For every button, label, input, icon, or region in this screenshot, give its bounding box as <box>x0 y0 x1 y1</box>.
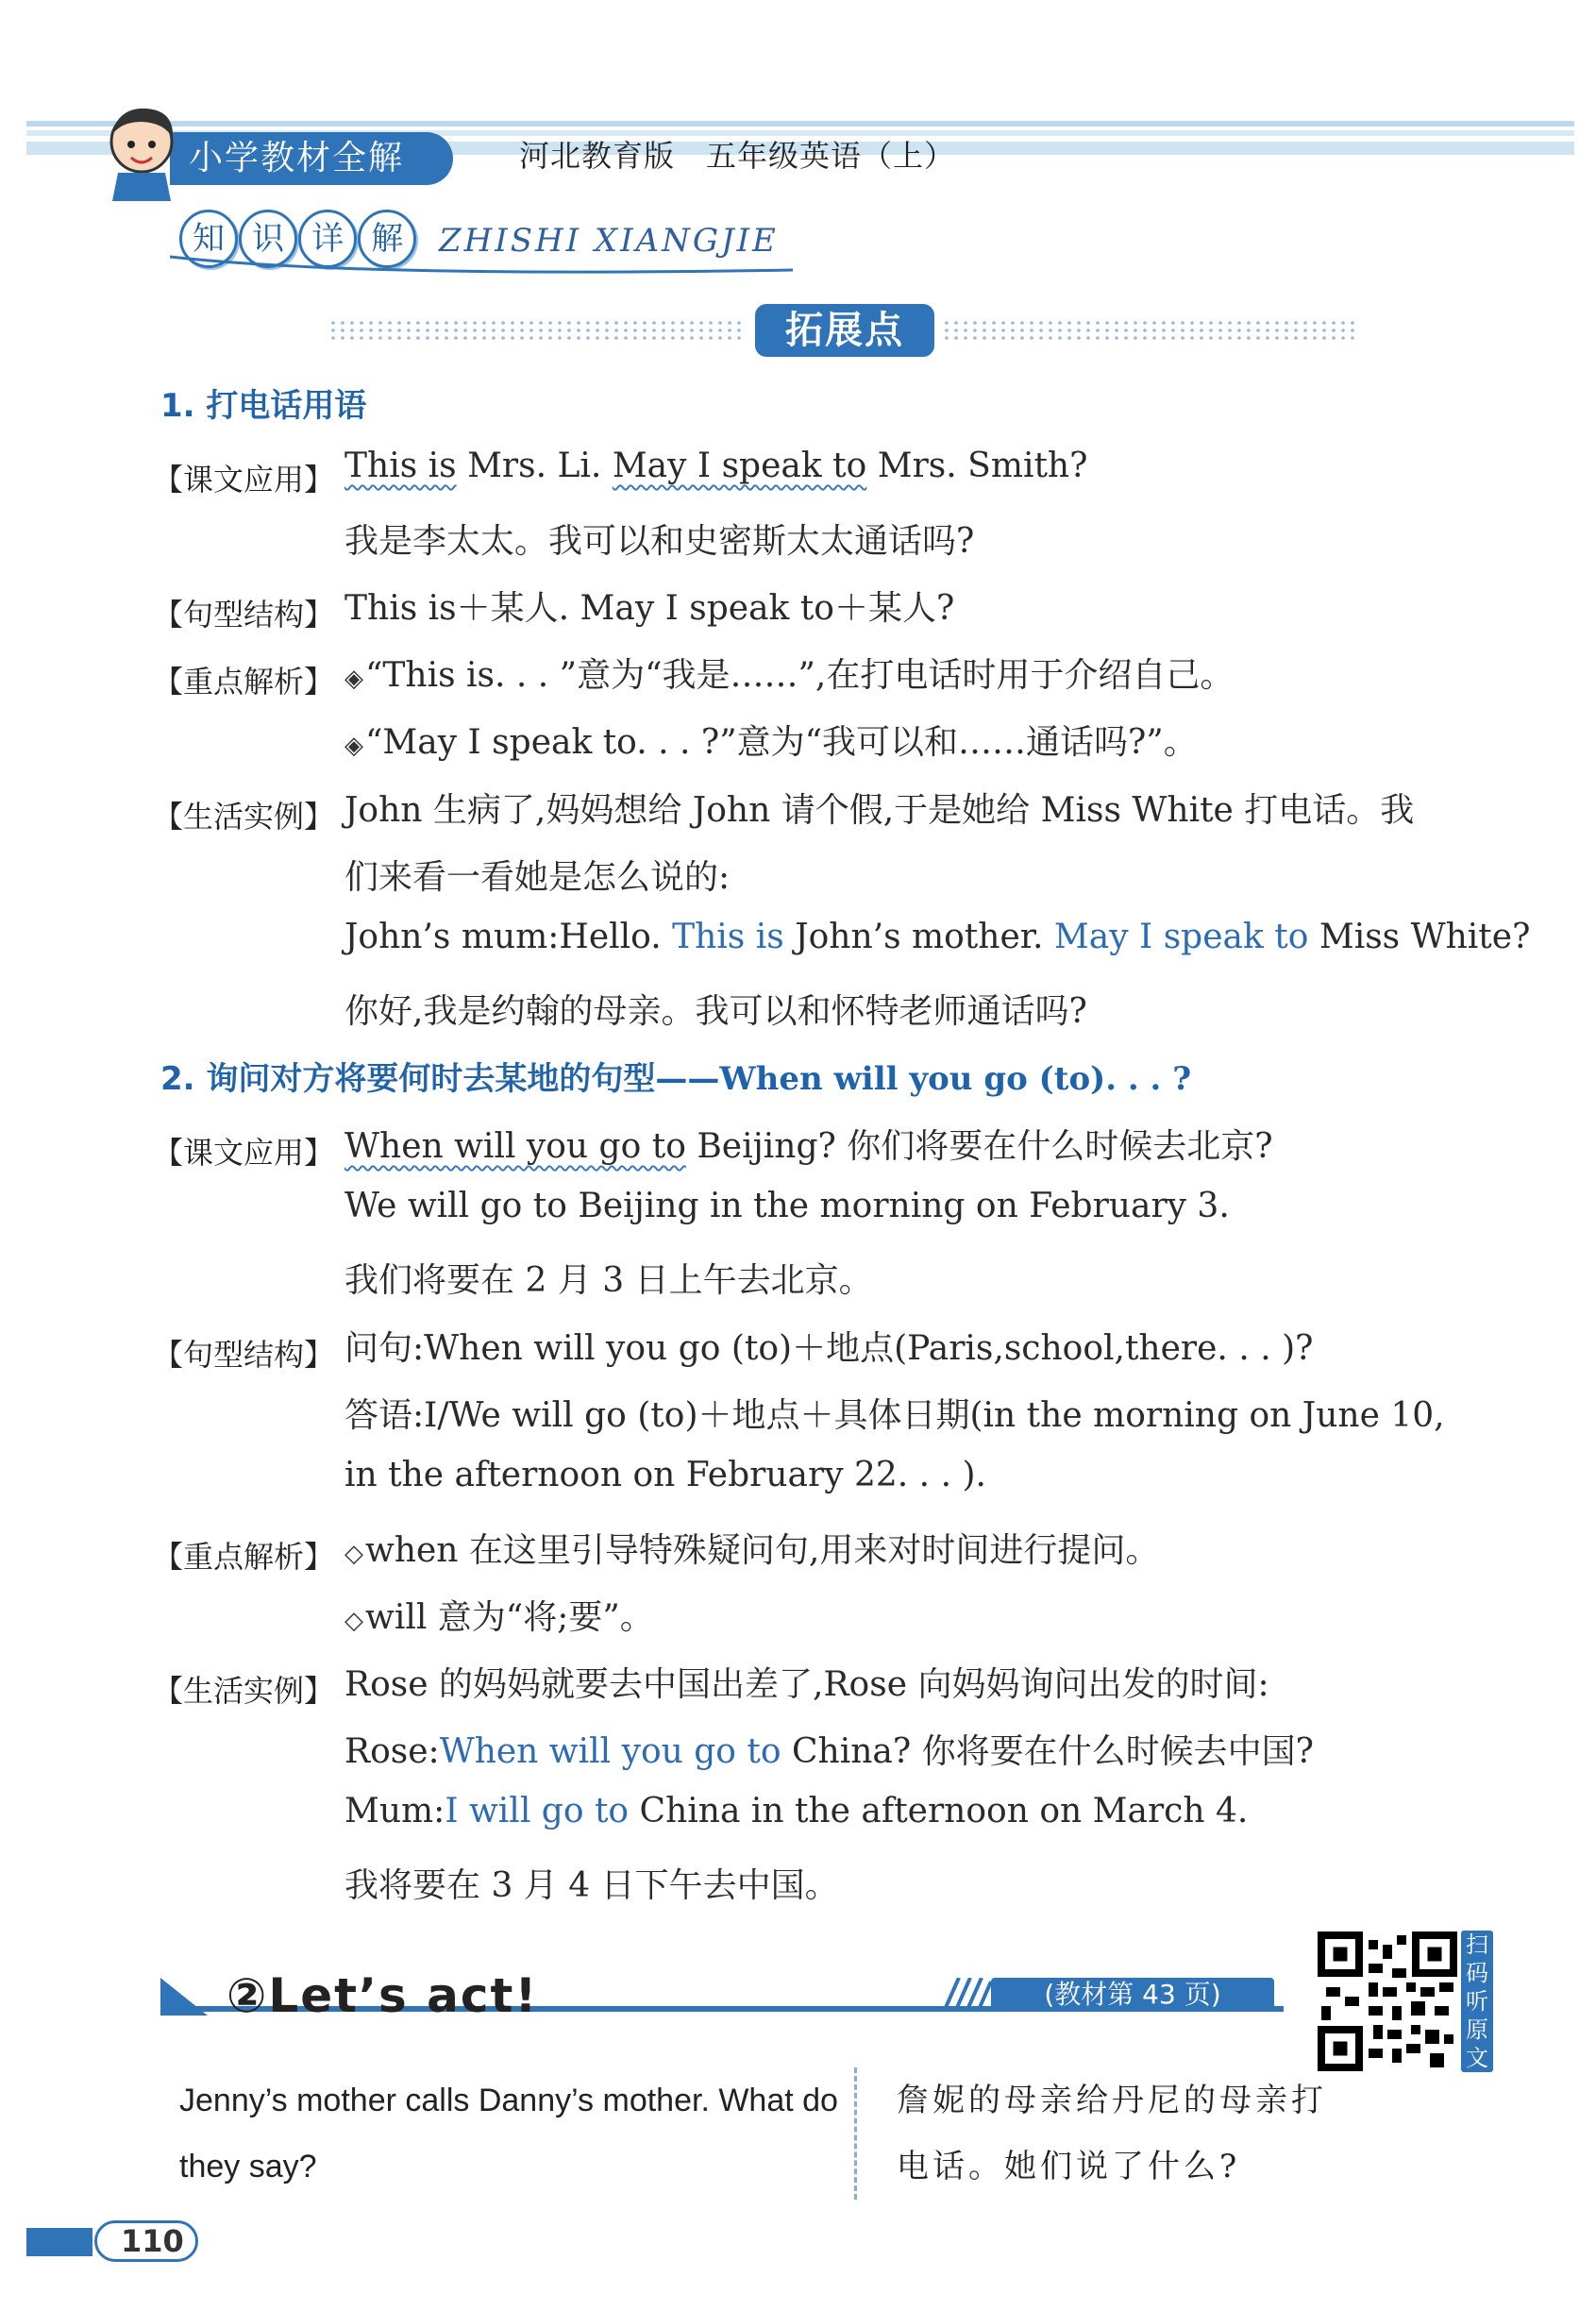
tag-jiexi: 【重点解析】 <box>153 1539 335 1575</box>
section-title-char: 详 <box>298 210 357 268</box>
tag-kewen: 【课文应用】 <box>153 462 335 498</box>
book-title: 小学教材全解 <box>170 132 453 185</box>
section-title-pinyin: ZHISHI XIANGJIE <box>439 222 779 260</box>
act-title: ②Let’s act! <box>227 1968 539 2023</box>
p2-shili-line1: Rose 的妈妈就要去中国出差了,Rose 向妈妈询问出发的时间: <box>344 1665 1269 1704</box>
p2-structure-line1: 问句:When will you go (to)＋地点(Paris,school,there. . . )? <box>344 1329 1314 1368</box>
tag-jiexi: 【重点解析】 <box>153 664 335 700</box>
p1-jiexi-line2: ◈“May I speak to. . . ?”意为“我可以和……通话吗?”。 <box>344 723 1198 762</box>
mascot-icon <box>90 99 193 203</box>
page-number: 110 <box>121 2223 184 2259</box>
dots-divider-left <box>330 319 746 342</box>
p1-jiexi-line1: ◈“This is. . . ”意为“我是……”,在打电话时用于介绍自己。 <box>344 656 1235 695</box>
p2-jiexi-line2: ◇will 意为“将;要”。 <box>344 1598 654 1637</box>
section-title-char: 知 <box>179 210 238 268</box>
p1-shili-line2: 们来看一看她是怎么说的: <box>344 858 731 897</box>
tag-kewen: 【课文应用】 <box>153 1135 335 1171</box>
tag-jiegou: 【句型结构】 <box>153 597 335 633</box>
act-divider <box>854 2067 857 2200</box>
section-title-char: 识 <box>239 210 297 268</box>
act-english-text: Jenny’s mother calls Danny’s mother. What do they say? <box>179 2083 838 2184</box>
emphasis-text: This is <box>344 447 457 485</box>
p2-kewen-line3: 我们将要在 2 月 3 日上午去北京。 <box>344 1261 873 1300</box>
extension-banner: 拓展点 <box>755 304 934 357</box>
slashes-decoration <box>934 1978 991 2012</box>
p2-structure-line2: 答语:I/We will go (to)＋地点＋具体日期(in the morning on June 10, <box>344 1396 1445 1435</box>
section-title-char: 解 <box>358 210 416 268</box>
diamond-bullet-icon: ◈ <box>344 665 363 693</box>
p1-structure: This is＋某人. May I speak to＋某人? <box>344 589 955 628</box>
scan-listen-label: 扫码听原文 <box>1461 1931 1493 2072</box>
tag-shili: 【生活实例】 <box>153 1673 335 1709</box>
emphasis-text: When will you go to <box>344 1127 686 1166</box>
point1-heading: 1. 打电话用语 <box>160 387 367 425</box>
diamond-bullet-icon: ◇ <box>344 1540 363 1568</box>
p2-kewen-line2: We will go to Beijing in the morning on February 3. <box>344 1187 1230 1225</box>
point2-heading: 2. 询问对方将要何时去某地的句型——When will you go (to). . . ? <box>160 1060 1192 1098</box>
page-number-bar <box>26 2228 92 2256</box>
tag-jiegou: 【句型结构】 <box>153 1337 335 1373</box>
swoosh-decoration <box>170 253 793 278</box>
p1-kewen-line2: 我是李太太。我可以和史密斯太太通话吗? <box>344 522 975 561</box>
p2-shili-line4: 我将要在 3 月 4 日下午去中国。 <box>344 1866 839 1905</box>
p1-kewen-line1: This is Mrs. Li. May I speak to Mrs. Smith? <box>344 447 1088 485</box>
p2-shili-line2: Rose:When will you go to China? 你将要在什么时候去中国? <box>344 1732 1314 1771</box>
diamond-bullet-icon: ◈ <box>344 732 363 760</box>
p1-shili-line3: John’s mum:Hello. This is John’s mother. May I speak to Miss White? <box>344 918 1531 956</box>
p1-shili-line4: 你好,我是约翰的母亲。我可以和怀特老师通话吗? <box>344 992 1087 1031</box>
p2-structure-line3: in the afternoon on February 22. . . ). <box>344 1456 986 1494</box>
p2-jiexi-line1: ◇when 在这里引导特殊疑问句,用来对时间进行提问。 <box>344 1531 1160 1570</box>
diamond-bullet-icon: ◇ <box>344 1607 363 1635</box>
act-chinese-text: 詹妮的母亲给丹尼的母亲打电话。她们说了什么? <box>897 2082 1327 2185</box>
edition-label: 河北教育版 五年级英语（上） <box>519 138 956 174</box>
qr-code-icon[interactable] <box>1317 1931 1458 2072</box>
tag-shili: 【生活实例】 <box>153 799 335 835</box>
p2-shili-line3: Mum:I will go to China in the afternoon on March 4. <box>344 1792 1249 1830</box>
textbook-page-ref: (教材第 43 页) <box>991 1978 1274 2012</box>
emphasis-text: May I speak to <box>612 447 867 485</box>
p1-shili-line1: John 生病了,妈妈想给 John 请个假,于是她给 Miss White 打电话。我 <box>344 791 1415 830</box>
dots-divider-right <box>944 319 1359 342</box>
p2-kewen-line1: When will you go to Beijing? 你们将要在什么时候去北京? <box>344 1127 1273 1166</box>
